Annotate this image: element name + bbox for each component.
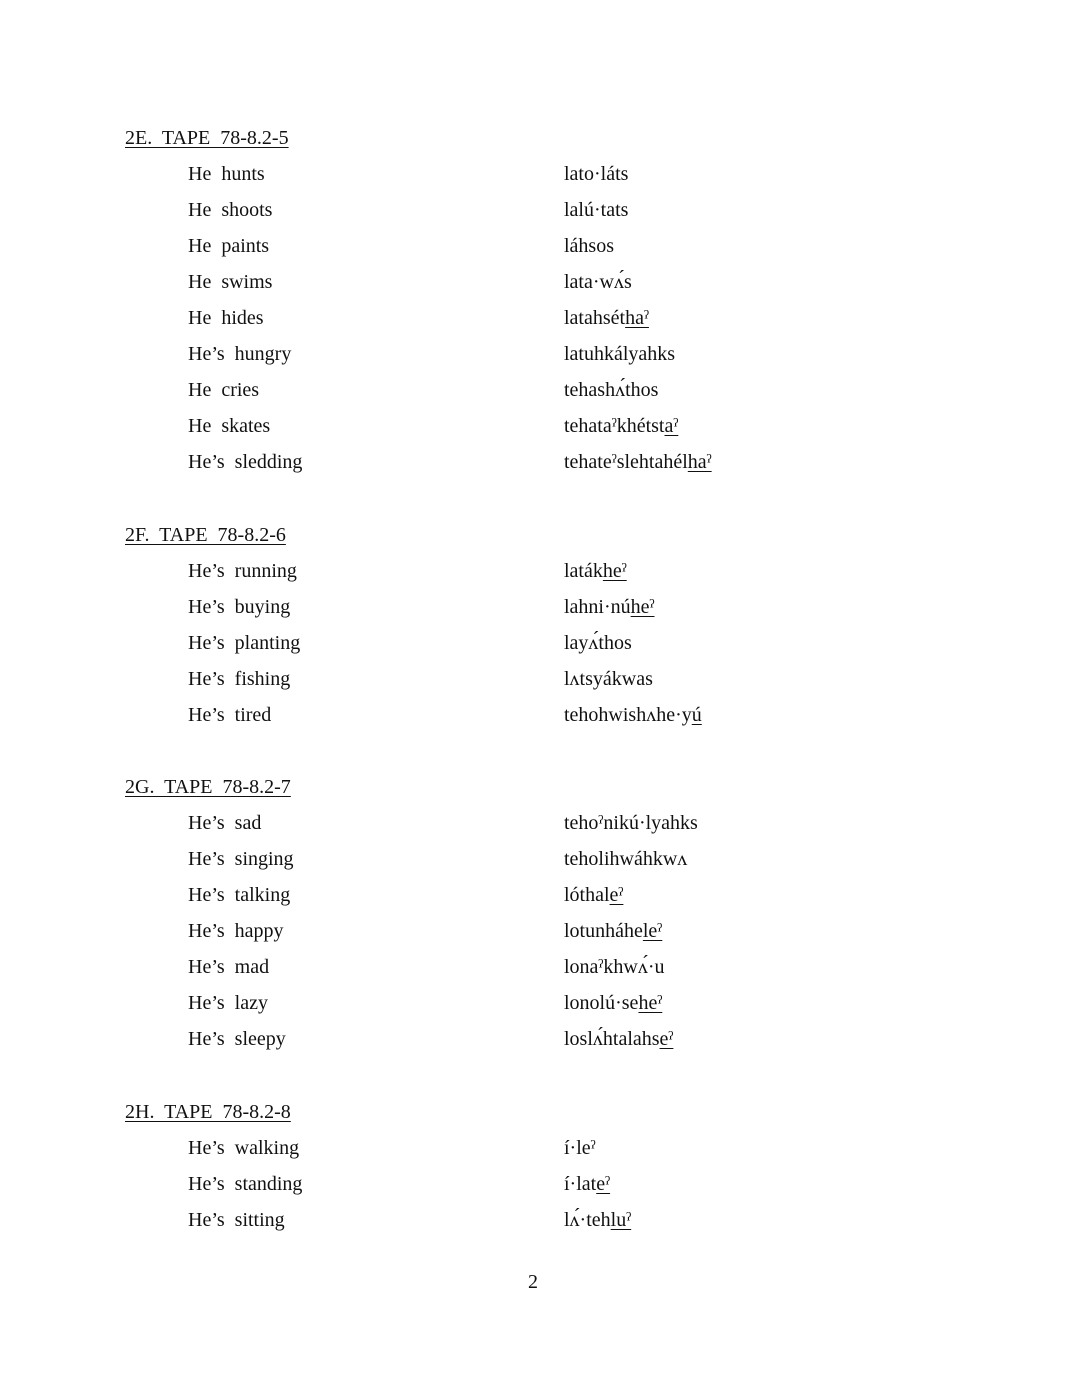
text-segment: lotunháhe	[564, 920, 643, 942]
native-translation	[564, 1021, 673, 1057]
native-translation	[564, 408, 678, 444]
underlined-segment: leˀ	[642, 920, 663, 942]
english-phrase: He’s buying	[188, 596, 291, 618]
underlined-segment: haˀ	[625, 307, 649, 329]
native-translation	[564, 697, 702, 733]
vocab-row	[125, 661, 945, 697]
text-segment: í·lat	[564, 1173, 597, 1195]
english-phrase: He’s tired	[188, 704, 272, 726]
native-translation	[564, 444, 712, 480]
english-phrase: He’s sleepy	[188, 1028, 286, 1050]
native-translation	[564, 553, 627, 589]
underlined-segment: heˀ	[638, 992, 663, 1014]
text-segment: tehataˀkhétst	[564, 415, 665, 437]
text-segment: láhsos	[564, 235, 614, 257]
vocab-row	[125, 264, 945, 300]
text-segment: lonaˀkhwʌ́·u	[564, 956, 665, 978]
vocab-section	[125, 517, 945, 733]
native-translation	[564, 1166, 610, 1202]
vocab-row	[125, 553, 945, 589]
vocab-row	[125, 625, 945, 661]
text-segment: tehateˀslehtahél	[564, 451, 688, 473]
text-segment: lonolú·se	[564, 992, 639, 1014]
underlined-segment: haˀ	[687, 451, 712, 473]
underlined-segment: luˀ	[610, 1209, 632, 1231]
text-segment: tehohwishʌhe·y	[564, 704, 692, 726]
text-segment: laták	[564, 560, 603, 582]
text-segment: tehoˀnikú·lyahks	[564, 812, 698, 834]
underlined-segment: ú	[691, 704, 702, 726]
vocab-row	[125, 1166, 945, 1202]
native-translation	[564, 625, 632, 661]
native-translation	[564, 985, 662, 1021]
english-phrase: He’s sad	[188, 812, 262, 834]
underlined-segment: heˀ	[630, 596, 655, 618]
text-segment: lalú·tats	[564, 199, 629, 221]
vocab-row	[125, 841, 945, 877]
text-segment: teholihwáhkwʌ	[564, 848, 688, 870]
text-segment: í·leˀ	[564, 1137, 596, 1159]
vocab-row	[125, 1021, 945, 1057]
text-segment: layʌ́thos	[564, 632, 632, 654]
native-translation	[564, 841, 687, 877]
vocab-row	[125, 228, 945, 264]
text-segment: tehashʌ́thos	[564, 379, 659, 401]
native-translation	[564, 264, 632, 300]
english-phrase: He’s sledding	[188, 451, 303, 473]
english-phrase: He hunts	[188, 163, 265, 185]
native-translation	[564, 1202, 631, 1238]
native-translation	[564, 913, 662, 949]
native-translation	[564, 877, 623, 913]
english-phrase: He skates	[188, 415, 271, 437]
text-segment: lato·láts	[564, 163, 629, 185]
text-segment: lʌtsyákwas	[564, 668, 653, 690]
underlined-segment: eˀ	[596, 1173, 611, 1195]
english-phrase: He’s talking	[188, 884, 291, 906]
english-phrase: He’s fishing	[188, 668, 291, 690]
vocab-row	[125, 300, 945, 336]
english-phrase: He paints	[188, 235, 270, 257]
vocab-row	[125, 1130, 945, 1166]
section-heading: 2G. TAPE 78-8.2-7	[125, 776, 291, 798]
underlined-segment: eˀ	[659, 1028, 674, 1050]
underlined-segment: eˀ	[609, 884, 624, 906]
underlined-segment: heˀ	[602, 560, 627, 582]
english-phrase: He swims	[188, 271, 273, 293]
vocab-row	[125, 877, 945, 913]
english-phrase: He’s singing	[188, 848, 294, 870]
underlined-segment: aˀ	[664, 415, 679, 437]
native-translation	[564, 372, 658, 408]
text-segment: lóthal	[564, 884, 610, 906]
text-segment: latuhkályahks	[564, 343, 676, 365]
native-translation	[564, 805, 698, 841]
native-translation	[564, 300, 649, 336]
section-heading: 2H. TAPE 78-8.2-8	[125, 1101, 291, 1123]
english-phrase: He cries	[188, 379, 260, 401]
vocab-row	[125, 589, 945, 625]
english-phrase: He’s lazy	[188, 992, 268, 1014]
vocab-row	[125, 156, 945, 192]
vocab-section	[125, 120, 945, 480]
text-segment: lʌ́·teh	[564, 1209, 611, 1231]
english-phrase: He’s standing	[188, 1173, 303, 1195]
vocab-row	[125, 444, 945, 480]
text-segment: lata·wʌ́s	[564, 271, 632, 293]
vocab-row	[125, 336, 945, 372]
native-translation	[564, 228, 614, 264]
english-phrase: He hides	[188, 307, 264, 329]
text-segment: lahni·nú	[564, 596, 631, 618]
english-phrase: He shoots	[188, 199, 273, 221]
vocab-row	[125, 408, 945, 444]
english-phrase: He’s planting	[188, 632, 301, 654]
section-heading: 2F. TAPE 78-8.2-6	[125, 524, 286, 546]
english-phrase: He’s mad	[188, 956, 270, 978]
vocab-row	[125, 697, 945, 733]
vocab-section	[125, 1094, 945, 1238]
english-phrase: He’s walking	[188, 1137, 300, 1159]
english-phrase: He’s hungry	[188, 343, 292, 365]
vocab-row	[125, 913, 945, 949]
vocab-row	[125, 985, 945, 1021]
native-translation	[564, 336, 675, 372]
native-translation	[564, 949, 665, 985]
vocab-row	[125, 805, 945, 841]
english-phrase: He’s running	[188, 560, 297, 582]
vocab-row	[125, 372, 945, 408]
vocab-row	[125, 1202, 945, 1238]
text-segment: loslʌ́htalahs	[564, 1028, 660, 1050]
page-number: 2	[528, 1271, 538, 1293]
native-translation	[564, 156, 628, 192]
vocab-row	[125, 949, 945, 985]
english-phrase: He’s happy	[188, 920, 284, 942]
native-translation	[564, 1130, 596, 1166]
native-translation	[564, 661, 653, 697]
vocab-section	[125, 769, 945, 1057]
vocab-row	[125, 192, 945, 228]
english-phrase: He’s sitting	[188, 1209, 285, 1231]
text-segment: latahsét	[564, 307, 626, 329]
section-heading: 2E. TAPE 78-8.2-5	[125, 127, 289, 149]
native-translation	[564, 192, 628, 228]
native-translation	[564, 589, 655, 625]
